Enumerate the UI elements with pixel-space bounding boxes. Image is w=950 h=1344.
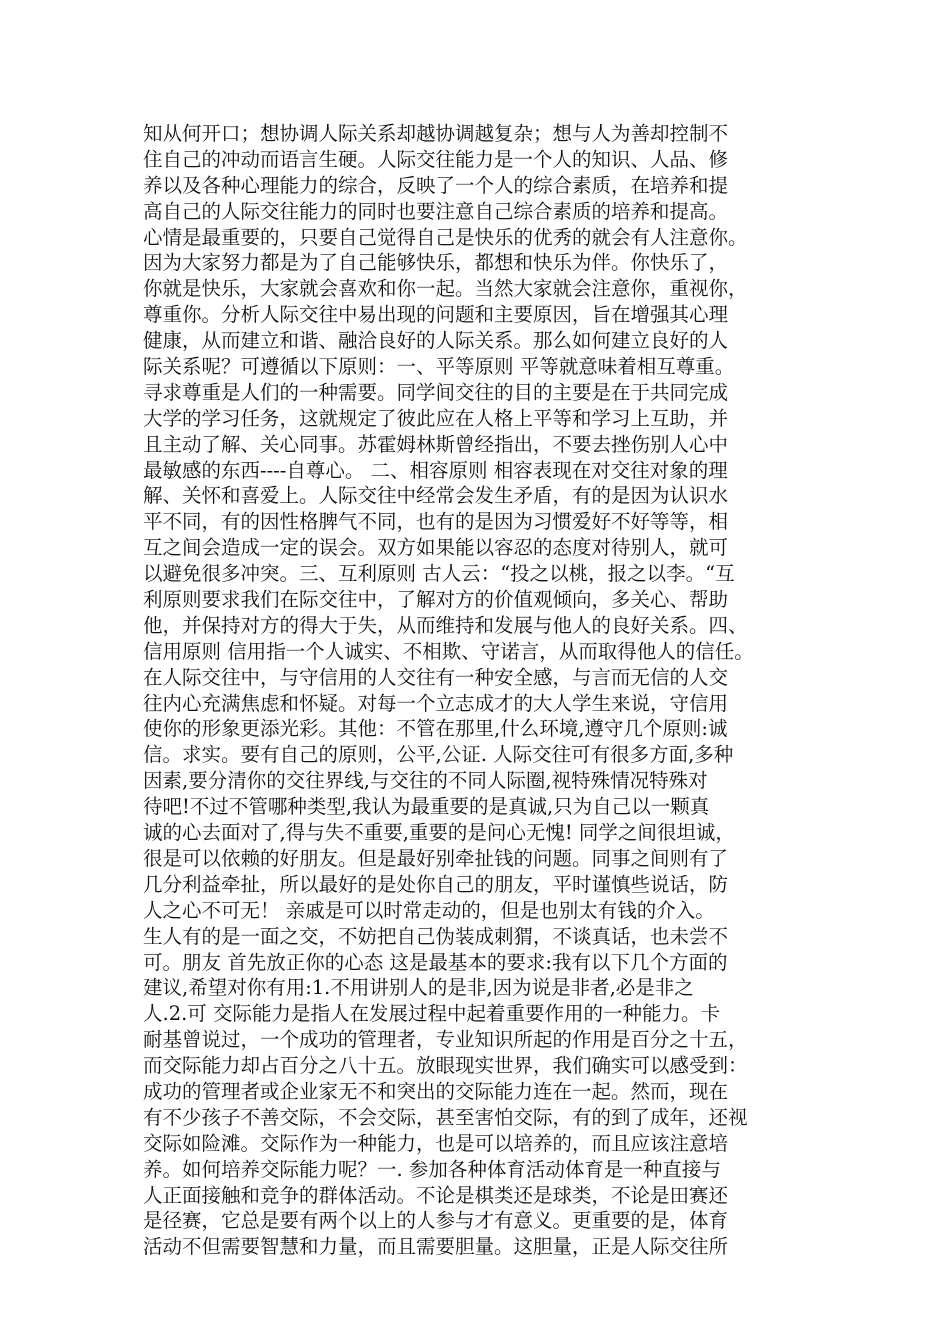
text-line: 际关系呢？可遵循以下原则：一、平等原则 平等就意味着相互尊重。 [143,355,735,379]
text-line: 高自己的人际交往能力的同时也要注意自己综合素质的培养和提高。 [143,199,729,223]
text-line: 交际如险滩。交际作为一种能力，也是可以培养的，而且应该注意培 [143,1131,729,1155]
text-line: 解、关怀和喜爱上。人际交往中经常会发生矛盾，有的是因为认识水 [143,484,729,508]
text-line: 而交际能力却占百分之八十五。放眼现实世界，我们确实可以感受到： [143,1054,748,1078]
text-line: 人之心不可无！ 亲戚是可以时常走动的，但是也别太有钱的介入。 [143,898,715,922]
text-line: 待吧!不过不管哪种类型,我认为最重要的是真诚,只为自己以一颗真 [143,795,710,819]
body-text [143,121,813,1260]
text-line: 建议,希望对你有用:1.不用讲别人的是非,因为说是非者,必是非之 [143,976,694,1000]
text-line: 健康，从而建立和谐、融洽良好的人际关系。那么如何建立良好的人 [143,329,729,353]
text-line: 耐基曾说过，一个成功的管理者，专业知识所起的作用是百分之十五， [143,1028,748,1052]
text-line: 人正面接触和竞争的群体活动。不论是棋类还是球类，不论是田赛还 [143,1183,729,1207]
text-line: 可。朋友 首先放正你的心态 这是最基本的要求:我有以下几个方面的 [143,950,728,974]
text-line: 诚的心去面对了,得与失不重要,重要的是问心无愧! 同学之间很坦诚， [143,821,735,845]
text-line: 活动不但需要智慧和力量，而且需要胆量。这胆量，正是人际交往所 [143,1235,729,1259]
text-line: 最敏感的东西----自尊心。 二、相容原则 相容表现在对交往对象的理 [143,458,728,482]
text-line: 大学的学习任务，这就规定了彼此应在人格上平等和学习上互助，并 [143,406,729,430]
text-line: 互之间会造成一定的误会。双方如果能以容忍的态度对待别人，就可 [143,536,729,560]
text-line: 使你的形象更添光彩。其他：不管在那里,什么环境,遵守几个原则:诚 [143,717,728,741]
text-line: 信用原则 信用指一个人诚实、不相欺、守诺言，从而取得他人的信任。 [143,639,754,663]
text-line: 人.2.可 交际能力是指人在发展过程中起着重要作用的一种能力。卡 [143,1002,721,1026]
text-line: 知从何开口；想协调人际关系却越协调越复杂；想与人为善却控制不 [143,122,729,145]
text-line: 几分利益牵扯，所以最好的是处你自己的朋友，平时谨慎些说话，防 [143,872,729,896]
text-line: 你就是快乐，大家就会喜欢和你一起。当然大家就会注意你，重视你， [143,277,748,301]
text-line: 平不同，有的因性格脾气不同，也有的是因为习惯爱好不好等等，相 [143,510,729,534]
text-line: 养以及各种心理能力的综合，反映了一个人的综合素质，在培养和提 [143,173,729,197]
text-line: 因素,要分清你的交往界线,与交往的不同人际圈,视特殊情况特殊对 [143,769,708,793]
text-line: 心情是最重要的，只要自己觉得自己是快乐的优秀的就会有人注意你。 [143,225,748,249]
text-line: 利原则要求我们在际交往中，了解对方的价值观倾向，多关心、帮助 [143,588,729,612]
text-line: 在人际交往中，与守信用的人交往有一种安全感，与言而无信的人交 [143,665,729,689]
text-line: 住自己的冲动而语言生硬。人际交往能力是一个人的知识、人品、修 [143,147,729,171]
text-line: 以避免很多冲突。三、互利原则 古人云：“投之以桃，报之以李。“互 [143,562,735,586]
text-line: 生人有的是一面之交，不妨把自己伪装成刺猬，不谈真话，也未尝不 [143,924,729,948]
text-line: 他，并保持对方的得大于失，从而维持和发展与他人的良好关系。四、 [143,613,748,637]
text-line: 成功的管理者或企业家无不和突出的交际能力连在一起。然而，现在 [143,1079,729,1103]
text-line: 信。求实。要有自己的原则，公平,公证. 人际交往可有很多方面,多种 [143,743,734,767]
text-line: 往内心充满焦虑和怀疑。对每一个立志成才的大人学生来说，守信用 [143,691,729,715]
text-line: 是径赛，它总是要有两个以上的人参与才有意义。更重要的是，体育 [143,1209,729,1233]
text-line: 尊重你。分析人际交往中易出现的问题和主要原因，旨在增强其心理 [143,303,729,327]
text-line: 有不少孩子不善交际，不会交际，甚至害怕交际，有的到了成年，还视 [143,1105,748,1129]
text-line: 养。如何培养交际能力呢？一. 参加各种体育活动体育是一种直接与 [143,1157,721,1181]
text-line: 且主动了解、关心同事。苏霍姆林斯曾经指出，不要去挫伤别人心中 [143,432,729,456]
text-line: 很是可以依赖的好朋友。但是最好别牵扯钱的问题。同事之间则有了 [143,846,729,870]
text-line: 因为大家努力都是为了自己能够快乐，都想和快乐为伴。你快乐了， [143,251,729,275]
text-line: 寻求尊重是人们的一种需要。同学间交往的目的主要是在于共同完成 [143,380,729,404]
